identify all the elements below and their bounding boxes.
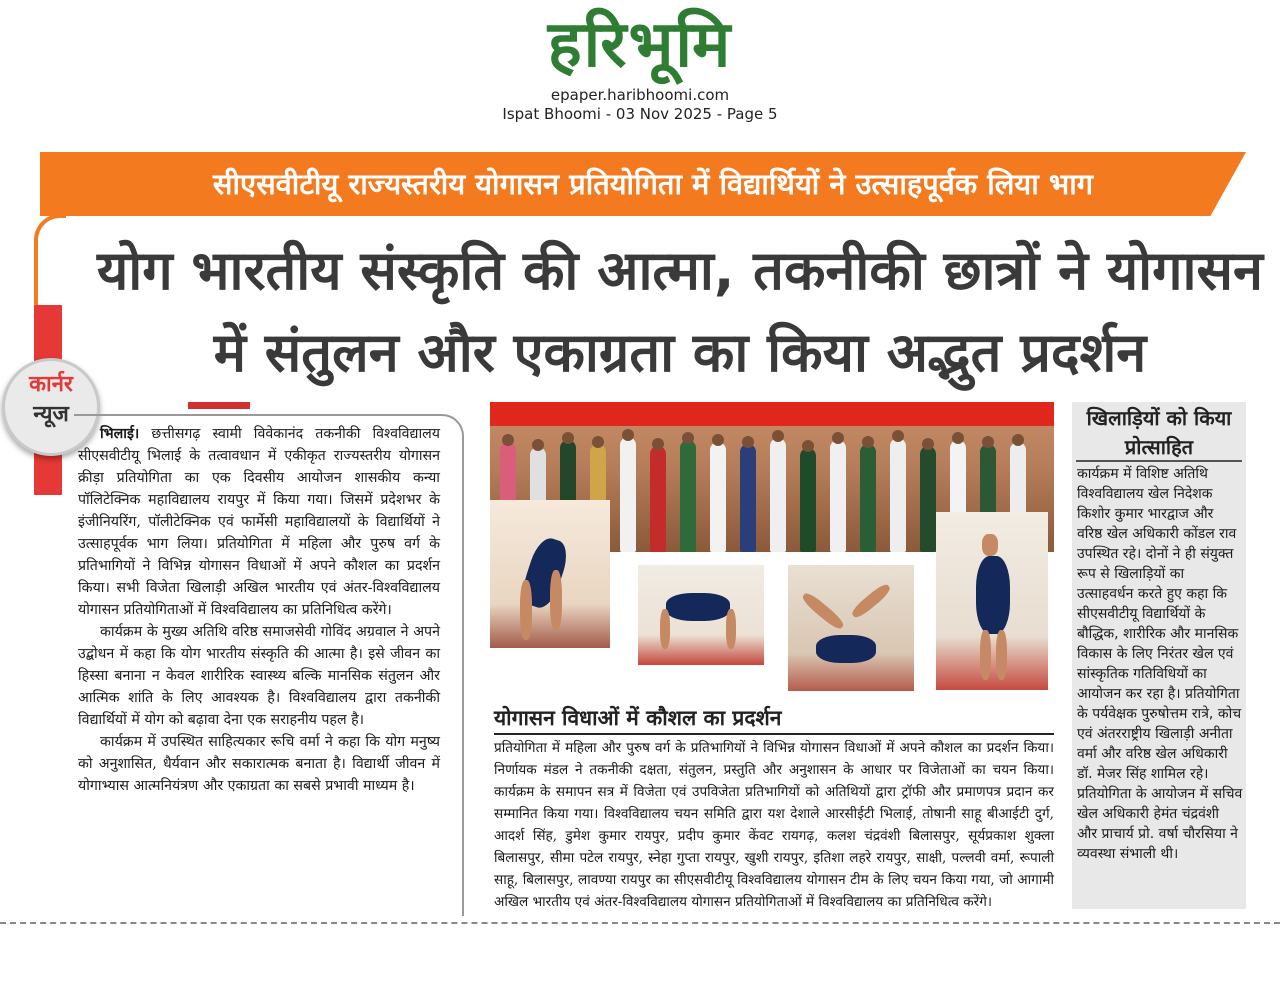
left-column-text bbox=[78, 423, 440, 797]
edition-line: Ispat Bhoomi - 03 Nov 2025 - Page 5 bbox=[502, 105, 778, 123]
headline-line-2: में संतुलन और एकाग्रता का किया अद्भुत प्रदर्शन bbox=[213, 321, 1147, 384]
article-paragraph-3: कार्यक्रम में उपस्थित साहित्यकार रूचि वर्मा ने कहा कि योग मनुष्य को अनुशासित, धैर्यवान और सकारात्मक बनाता है। विद्यार्थी जीवन में योगाभ्यास आत्मनियंत्रण और एकाग्रता का सबसे प्रभावी माध्यम है। bbox=[78, 734, 440, 794]
stage-banner bbox=[490, 402, 1054, 426]
sub-heading-rule bbox=[494, 733, 1054, 735]
cut-line bbox=[0, 922, 1280, 924]
red-accent-line bbox=[188, 402, 250, 409]
headline-line-1: योग भारतीय संस्कृति की आत्मा, तकनीकी छात्रों ने योगासन bbox=[96, 239, 1264, 302]
badge-line-1: कार्नर bbox=[29, 372, 73, 397]
article-paragraph-2: कार्यक्रम के मुख्य अतिथि वरिष्ठ समाजसेवी गोविंद अग्रवाल ने अपने उद्बोधन में कहा कि योग भारतीय संस्कृति की आत्मा है। इसे जीवन का हिस्सा बनाना न केवल शारीरिक स्वास्थ्य बल्कि मानसिक संतुलन और आत्मिक शांति के लिए आवश्यक है। विश्वविद्यालय द्वारा तकनीकी विद्यार्थियों में योग को बढ़ावा देना एक सराहनीय पहल है। bbox=[78, 624, 440, 728]
yoga-photo-2 bbox=[638, 565, 764, 665]
sub-heading: योगासन विधाओं में कौशल का प्रदर्शन bbox=[494, 706, 782, 730]
yoga-photo-1 bbox=[490, 500, 610, 648]
right-column-text: कार्यक्रम में विशिष्ट अतिथि विश्वविद्यालय खेल निदेशक किशोर कुमार भारद्वाज और वरिष्ठ खेल अधिकारी कोंडल राव उपस्थित रहे। दोनों ने ही संयुक्त रूप से खिलाड़ियों का उत्साहवर्धन करते हुए कहा कि सीएसवीटीयू विद्यार्थियों के बौद्धिक, शारीरिक और मानसिक विकास के लिए निरंतर खेल एवं सांस्कृतिक गतिविधियों का आयोजन कर रहा है। प्रतियोगिता के पर्यवेक्षक पुरुषोत्तम रात्रे, कोच एवं अंतरराष्ट्रीय खिलाड़ी अनीता वर्मा और वरिष्ठ खेल अधिकारी डॉ. मेजर सिंह शामिल रहे। प्रतियोगिता के आयोजन में सचिव खेल अधिकारी हेमंत चंद्रवंशी और प्राचार्य प्रो. वर्षा चौरसिया ने व्यवस्था संभाली थी। bbox=[1077, 466, 1243, 862]
epaper-url: epaper.haribhoomi.com bbox=[550, 86, 730, 104]
badge-line-2: न्यूज bbox=[33, 402, 69, 427]
masthead-logo: हरिभूमि bbox=[547, 8, 733, 82]
right-column-heading: खिलाड़ियों को किया प्रोत्साहित bbox=[1086, 406, 1232, 459]
dateline: भिलाई। bbox=[100, 426, 140, 442]
right-heading-rule bbox=[1076, 460, 1242, 462]
middle-article-text: प्रतियोगिता में महिला और पुरुष वर्ग के प्रतिभागियों ने विभिन्न योगासन विधाओं में अपने कौशल का प्रदर्शन किया। निर्णायक मंडल ने तकनीकी दक्षता, संतुलन, प्रस्तुति और अनुशासन के आधार पर विजेताओं का चयन किया। कार्यक्रम के समापन सत्र में विजेता एवं उपविजेता प्रतिभागियों को अतिथियों द्वारा ट्रॉफी और प्रमाणपत्र प्रदान कर सम्मानित किया गया। विश्वविद्यालय चयन समिति द्वारा यश देशाले आरसीईटी भिलाई, तोषानी साहू बीआईटी दुर्ग, आदर्श सिंह, डुमेश कुमार रायपुर, प्रदीप कुमार केंवट रायगढ़, कलश चंद्रवंशी बिलासपुर, सूर्यप्रकाश शुक्ला बिलासपुर, सीमा पटेल रायपुर, स्नेहा गुप्ता रायपुर, खुशी रायपुर, इतिशा लहरे रायपुर, साक्षी, पल्लवी वर्मा, रूपाली साहू, बिलासपुर, लावण्या रायपुर का सीएसवीटीयू विश्वविद्यालय योगासन टीम के लिए चयन किया गया, जो आगामी अखिल भारतीय एवं अंतर-विश्वविद्यालय योगासन प्रतियोगिताओं में विश्वविद्यालय का प्रतिनिधित्व करेंगे। bbox=[494, 740, 1054, 910]
yoga-photo-3 bbox=[788, 565, 914, 691]
kicker-curve-divider bbox=[34, 214, 66, 308]
kicker-text: सीएसवीटीयू राज्यस्तरीय योगासन प्रतियोगिता में विद्यार्थियों ने उत्साहपूर्वक लिया भाग bbox=[212, 167, 1094, 201]
paragraph-1-body: छत्तीसगढ़ स्वामी विवेकानंद तकनीकी विश्वविद्यालय सीएसवीटीयू भिलाई के तत्वावधान में एकीकृत राज्यस्तरीय योगासन क्रीड़ा प्रतियोगिता का एक दिवसीय आयोजन शासकीय कन्या पॉलिटेक्निक महाविद्यालय रायपुर में किया गया। जिसमें प्रदेशभर के इंजीनियरिंग, पॉलीटेक्निक एवं फार्मेसी महाविद्यालयों के विद्यार्थियों ने उत्साहपूर्वक भाग लिया। प्रतियोगिता में महिला और पुरुष वर्ग के प्रतिभागियों ने विभिन्न योगासन विधाओं में अपने कौशल का प्रदर्शन किया। सभी विजेता खिलाड़ी अखिल भारतीय एवं अंतर-विश्वविद्यालय योगासन प्रतियोगिताओं में विश्वविद्यालय का प्रतिनिधित्व करेंगे। bbox=[78, 426, 440, 618]
yoga-photo-4 bbox=[936, 512, 1048, 690]
article-paragraph-1 bbox=[78, 423, 440, 621]
